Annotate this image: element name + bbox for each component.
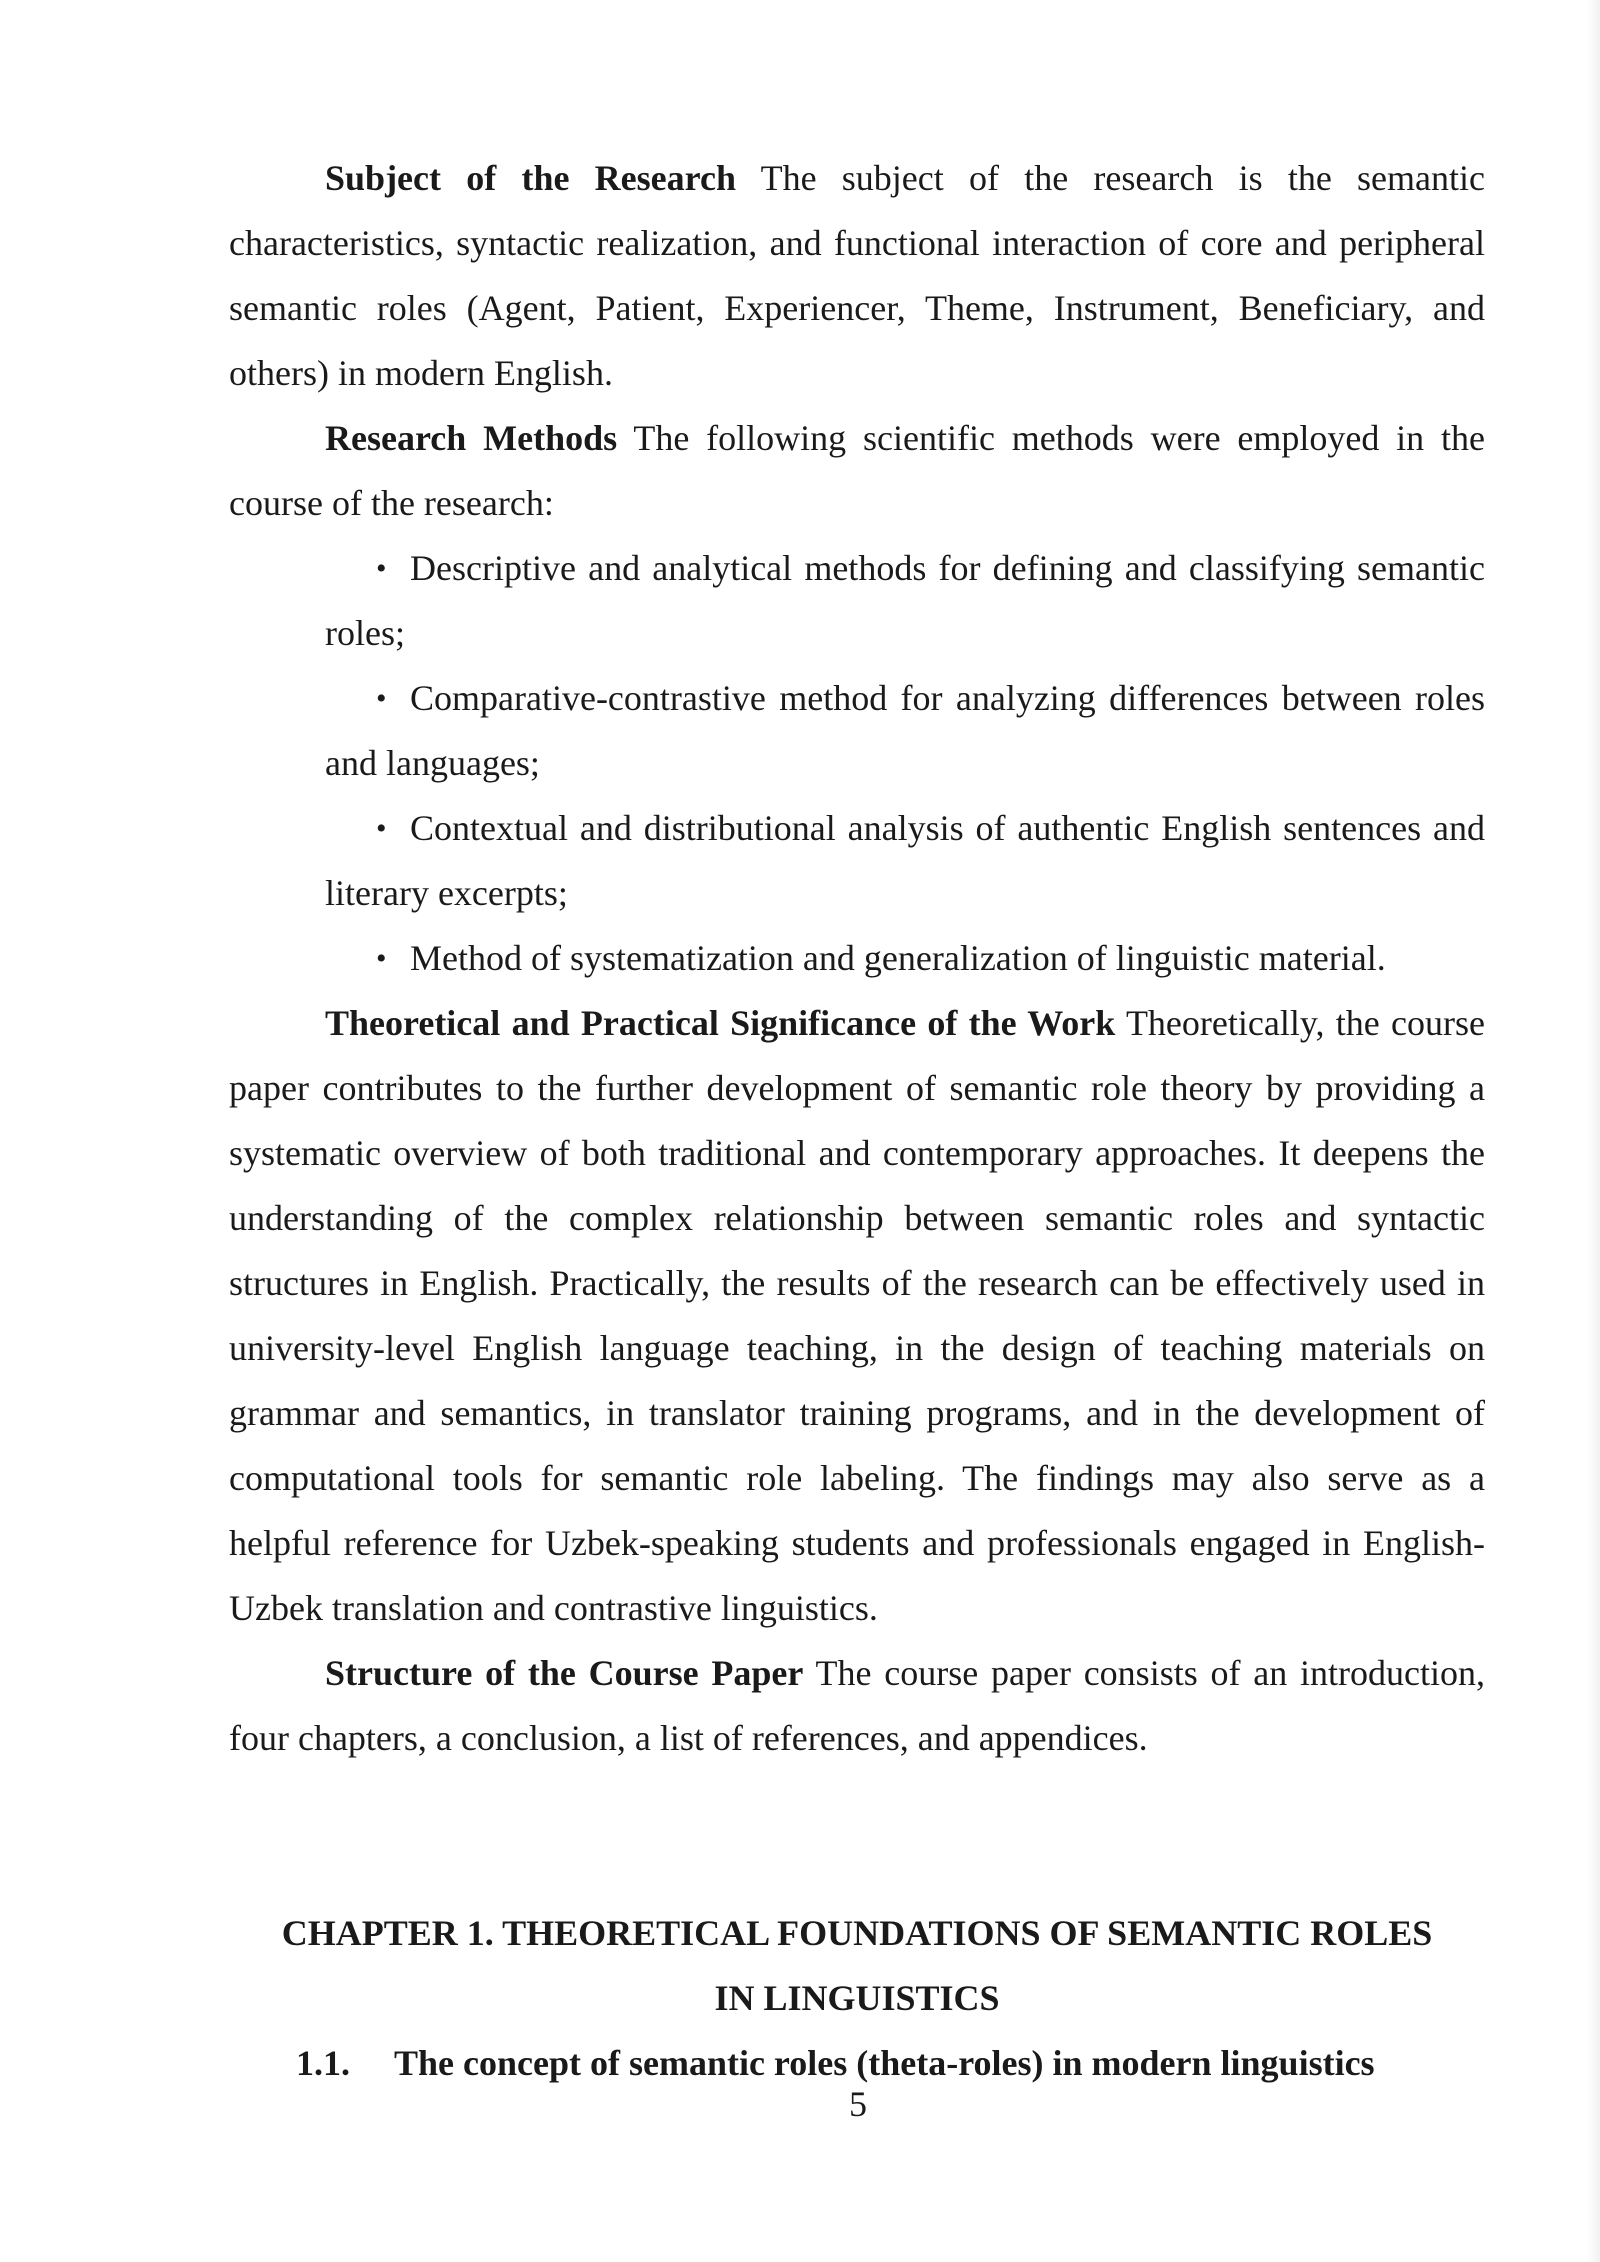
methods-item-text: Descriptive and analytical methods for defining and classifying semantic roles;: [325, 548, 1485, 653]
significance-text: Theoretically, the course paper contributes to the further development of semantic role theory by providing a systematic overview of both traditional and contemporary approaches. It deepens the understanding of the complex relationship between semantic roles and syntactic structures in English. Practically, the results of the research can be effectively used in university-level English language teaching, in the design of teaching materials on grammar and semantics, in translator training programs, and in the development of computational tools for semantic role labeling. The findings may also serve as a helpful reference for Uzbek-speaking students and professionals engaged in English-Uzbek translation and contrastive linguistics.: [229, 1003, 1486, 1628]
chapter-title: [229, 1901, 1485, 2031]
methods-item-text: Method of systematization and generalization of linguistic material.: [410, 938, 1386, 978]
page-content: [229, 146, 1485, 2096]
structure-paragraph: [229, 1641, 1485, 1771]
chapter-title-line-2: IN LINGUISTICS: [714, 1978, 1000, 2018]
methods-list-item: [325, 536, 1485, 666]
significance-heading: Theoretical and Practical Significance of the Work: [325, 1003, 1116, 1043]
methods-list-item: [325, 666, 1485, 796]
section-spacer: [229, 1771, 1485, 1901]
significance-paragraph: [229, 991, 1485, 1641]
structure-heading: Structure of the Course Paper: [325, 1653, 804, 1693]
section-number: 1.1.: [296, 2043, 350, 2083]
methods-heading: Research Methods: [325, 418, 618, 458]
methods-text: The following scientific methods were employed in the course of the research:: [229, 418, 1486, 523]
methods-list-item: [325, 926, 1485, 991]
section-title: The concept of semantic roles (theta-roles) in modern linguistics: [394, 2043, 1375, 2083]
methods-item-text: Contextual and distributional analysis of authentic English sentences and literary excerpts;: [325, 808, 1485, 913]
chapter-title-line-1: CHAPTER 1. THEORETICAL FOUNDATIONS OF SEMANTIC ROLES: [281, 1913, 1433, 1953]
bullet-icon: •: [376, 812, 387, 845]
subject-heading: Subject of the Research: [325, 158, 736, 198]
methods-list-item: [325, 796, 1485, 926]
methods-list: [229, 536, 1485, 991]
page-edge-shadow: [1586, 0, 1600, 2262]
structure-text: The course paper consists of an introduction, four chapters, a conclusion, a list of references, and appendices.: [229, 1653, 1485, 1758]
subject-text: The subject of the research is the semantic characteristics, syntactic realization, and functional interaction of core and peripheral semantic roles (Agent, Patient, Experiencer, Theme, Instrument, Beneficiary, and others) in modern English.: [229, 158, 1485, 393]
bullet-icon: •: [376, 552, 387, 585]
subject-paragraph: [229, 146, 1485, 406]
methods-paragraph: [229, 406, 1485, 536]
page-number: 5: [849, 2084, 867, 2124]
methods-item-text: Comparative-contrastive method for analyzing differences between roles and languages;: [325, 678, 1485, 783]
bullet-icon: •: [376, 942, 387, 975]
bullet-icon: •: [376, 682, 387, 715]
